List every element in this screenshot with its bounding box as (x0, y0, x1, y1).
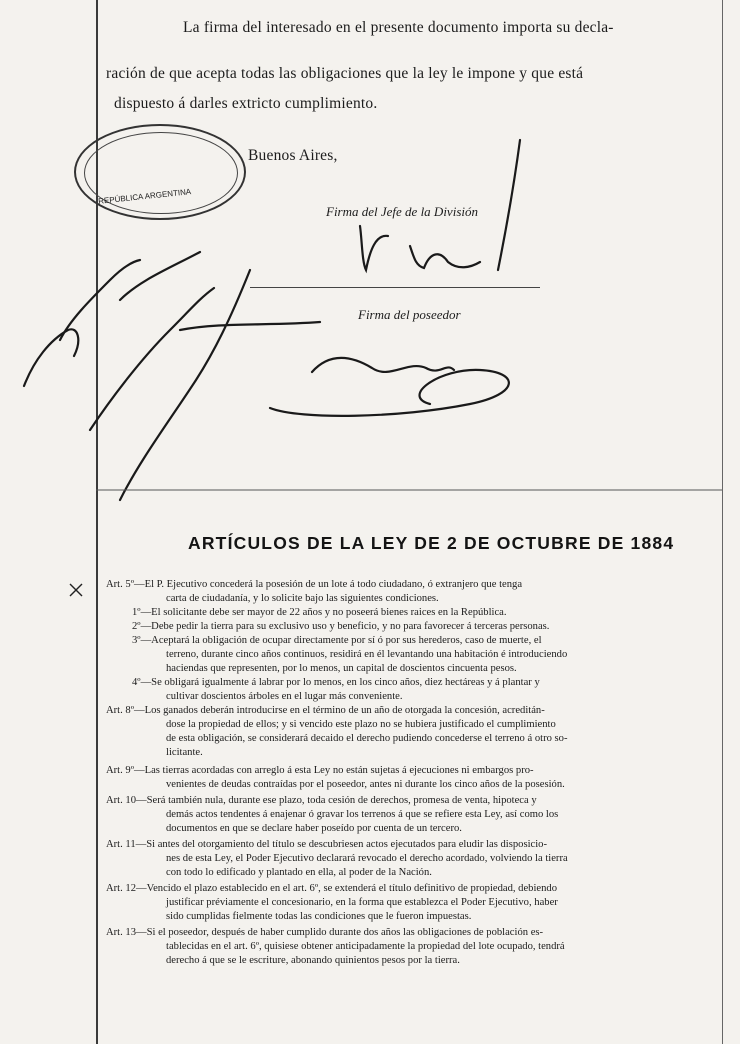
article-10-line-1: Art. 10—Será también nula, durante ese plazo, toda cesión de derechos, promesa de venta, hipoteca y (106, 795, 537, 806)
declaration-line-3: dispuesto á darles extricto cumplimiento. (114, 95, 378, 112)
article-11-line-3: con todo lo edificado y plantado en ella, al poder de la Nación. (166, 867, 432, 878)
holder-signature-label: Firma del poseedor (358, 307, 461, 322)
margin-note-administrador (90, 288, 214, 430)
article-12-line-3: sido cumplidas fielmente todas las condiciones que le fueron impuestas. (166, 911, 472, 922)
article-8-line-3: de esta obligación, se considerará decaido el derecho pudiendo concederse el terreno á otro so- (166, 733, 568, 744)
article-13-line-3: derecho á que se le escriture, abonando quinientos pesos por la tierra. (166, 955, 460, 966)
article-13-line-1: Art. 13—Si el poseedor, después de haber cumplido durante dos años las obligaciones de población es- (106, 927, 544, 938)
article-5-cond-1: 1º—El solicitante debe ser mayor de 22 años y no poseerá bienes raices en la República. (132, 607, 507, 618)
article-9-line-2: venientes de deudas contraídas por el poseedor, antes ni durante los cinco años de la posesión. (166, 779, 565, 790)
article-8-line-4: licitante. (166, 747, 203, 758)
article-12-line-1: Art. 12—Vencido el plazo establecido en el art. 6º, se extenderá el título definitivo de propiedad, debiendo (106, 883, 558, 894)
article-5-line-1: Art. 5º—El P. Ejecutivo concederá la posesión de un lote á todo ciudadano, ó extranjero que tenga (106, 579, 523, 590)
declaration-line-1: La firma del interesado en el presente documento importa su decla- (183, 19, 614, 36)
article-5-cond-3-line-2: terreno, durante cinco años continuos, residirá en él levantando una habitación é introduciendo (166, 649, 568, 660)
margin-note-no (24, 329, 78, 386)
article-5-line-2: carta de ciudadanía, y lo solicite bajo las siguientes condiciones. (166, 593, 439, 604)
article-11-line-1: Art. 11—Si antes del otorgamiento del título se descubriesen actos ejecutados para eludir las disposicio- (106, 839, 548, 850)
chief-signature-label: Firma del Jefe de la División (326, 204, 478, 219)
article-8-line-2: dose la propiedad de ellos; y si vencido este plazo no se hubiera justificado el cumplimiento (166, 719, 556, 730)
article-12-line-2: justificar préviamente el concesionario, en la forma que establezca el Poder Ejecutivo, haber (166, 897, 558, 908)
stamp-text: REPÚBLICA ARGENTINA (97, 187, 192, 206)
article-5-cond-4-line-1: 4º—Se obligará igualmente á labrar por lo menos, en los cinco años, diez hectáreas y á plantar y (132, 677, 540, 688)
article-10-line-3: documentos en que se declare haber poseído por cuenta de un tercero. (166, 823, 462, 834)
article-5-cond-3-line-1: 3º—Aceptará la obligación de ocupar directamente por sí ó por sus herederos, caso de muerte, el (132, 635, 542, 646)
margin-note-buenos (60, 252, 200, 340)
article-11-line-2: nes de esta Ley, el Poder Ejecutivo declarará revocado el derecho acordado, volviendo la tierra (166, 853, 568, 864)
article-5-cond-2: 2º—Debe pedir la tierra para su exclusivo uso y beneficio, y no para favorecer á terceras personas. (132, 621, 550, 632)
law-heading: ARTÍCULOS DE LA LEY DE 2 DE OCTUBRE DE 1884 (188, 533, 675, 553)
article-10-line-2: demás actos tendentes á enajenar ó gravar los terrenos á que se refiere esta Ley, así como los (166, 809, 559, 820)
article-13-line-2: tablecidas en el art. 6º, quisiese obtener anticipadamente la propiedad del lote ocupado, tendrá (166, 941, 565, 952)
margin-note-signature (120, 270, 320, 500)
article-5-cond-3-line-3: haciendas que representen, por lo menos, un capital de doscientos cincuenta pesos. (166, 663, 517, 674)
article-9-line-1: Art. 9º—Las tierras acordadas con arreglo á esta Ley no están sujetas á ejecuciones ni embargos pro- (106, 765, 534, 776)
place-date: Buenos Aires, (248, 147, 338, 164)
holder-signature (270, 358, 509, 416)
article-5-cond-4-line-2: cultivar doscientos árboles en el lugar más conveniente. (166, 691, 403, 702)
chief-signature (360, 140, 520, 270)
article-8-line-1: Art. 8º—Los ganados deberán introducirse en el término de un año de otorgada la concesión, acreditán- (106, 705, 545, 716)
declaration-line-2: ración de que acepta todas las obligaciones que la ley le impone y que está (106, 65, 584, 82)
